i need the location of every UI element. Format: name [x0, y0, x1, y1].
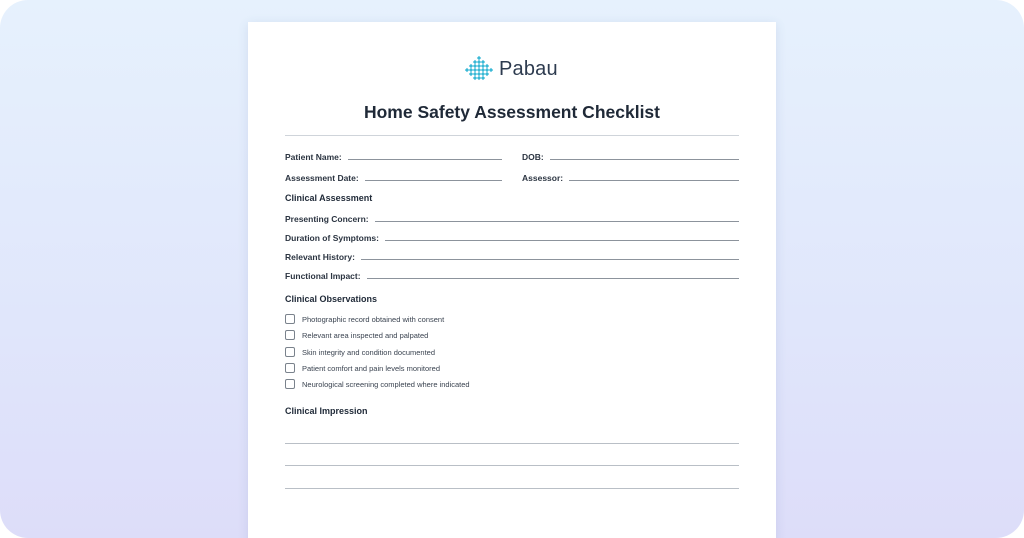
impression-line-2[interactable] [285, 465, 739, 466]
form-title: Home Safety Assessment Checklist [363, 102, 660, 122]
observation-label: Skin integrity and condition documented [302, 347, 436, 357]
title-divider [285, 135, 739, 136]
observation-item[interactable] [285, 330, 428, 340]
checkbox[interactable] [285, 330, 295, 340]
observation-item[interactable] [285, 363, 440, 373]
functional-impact-label: Functional Impact: [285, 271, 361, 281]
clinical-assessment-heading: Clinical Assessment [285, 193, 373, 203]
assessment-date-field[interactable] [285, 171, 502, 183]
form-sheet [248, 22, 776, 538]
observation-label: Patient comfort and pain levels monitored [302, 363, 440, 373]
patient-name-field[interactable] [285, 150, 502, 162]
observation-label: Relevant area inspected and palpated [302, 330, 429, 340]
presenting-concern-line[interactable] [375, 221, 739, 222]
relevant-history-line[interactable] [361, 259, 739, 260]
checkbox[interactable] [285, 379, 295, 389]
functional-impact-field[interactable] [285, 269, 739, 281]
duration-of-symptoms-line[interactable] [385, 240, 739, 241]
duration-of-symptoms-field[interactable] [285, 231, 739, 243]
observation-item[interactable] [285, 379, 470, 389]
assessor-line[interactable] [569, 180, 739, 181]
patient-name-line[interactable] [348, 159, 502, 160]
brand-logo [465, 57, 558, 81]
observation-label: Photographic record obtained with consent [302, 314, 445, 324]
pabau-diamond-icon [465, 56, 493, 82]
relevant-history-label: Relevant History: [285, 252, 355, 262]
impression-line-3[interactable] [285, 488, 739, 489]
observation-item[interactable] [285, 347, 435, 357]
dob-label: DOB: [522, 152, 544, 162]
impression-line-1[interactable] [285, 443, 739, 444]
observation-label: Neurological screening completed where indicated [302, 379, 470, 389]
duration-of-symptoms-label: Duration of Symptoms: [285, 233, 379, 243]
presenting-concern-label: Presenting Concern: [285, 214, 369, 224]
assessment-date-line[interactable] [365, 180, 502, 181]
observation-item[interactable] [285, 314, 444, 324]
presenting-concern-field[interactable] [285, 212, 739, 224]
assessment-date-label: Assessment Date: [285, 173, 359, 183]
dob-field[interactable] [522, 150, 739, 162]
brand-name: Pabau [499, 57, 558, 80]
assessor-field[interactable] [522, 171, 739, 183]
checkbox[interactable] [285, 314, 295, 324]
dob-line[interactable] [550, 159, 739, 160]
patient-name-label: Patient Name: [285, 152, 342, 162]
relevant-history-field[interactable] [285, 250, 739, 262]
clinical-observations-heading: Clinical Observations [285, 294, 378, 304]
functional-impact-line[interactable] [367, 278, 739, 279]
checkbox[interactable] [285, 347, 295, 357]
checkbox[interactable] [285, 363, 295, 373]
clinical-impression-heading: Clinical Impression [285, 406, 368, 416]
assessor-label: Assessor: [522, 173, 564, 183]
